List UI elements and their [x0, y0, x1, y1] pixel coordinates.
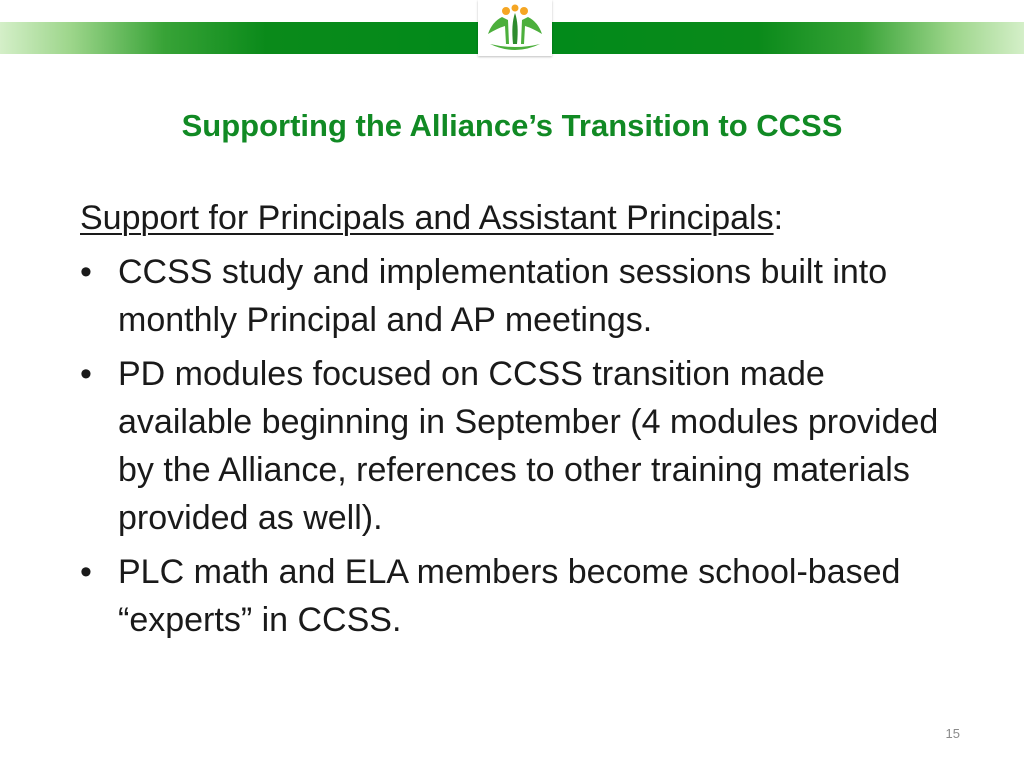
alliance-logo-icon — [478, 0, 552, 56]
bullet-text: CCSS study and implementation sessions built into monthly Principal and AP meetings. — [118, 253, 888, 339]
slide-body — [80, 194, 960, 650]
subheading-text: Support for Principals and Assistant Principals — [80, 199, 774, 237]
bullet-text: PD modules focused on CCSS transition made available beginning in September (4 modules provided by the Alliance, references to other training materials provided as well). — [118, 355, 939, 537]
subheading-colon: : — [773, 199, 784, 237]
list-item — [80, 248, 960, 344]
bullet-icon: • — [80, 253, 92, 291]
list-item — [80, 350, 960, 542]
subheading — [80, 194, 960, 242]
bullet-icon: • — [80, 553, 92, 591]
list-item — [80, 548, 960, 644]
bullet-text: PLC math and ELA members become school-based “experts” in CCSS. — [118, 553, 901, 639]
bullet-icon: • — [80, 355, 92, 393]
page-number: 15 — [945, 726, 960, 741]
bullet-list — [80, 248, 960, 644]
slide-title: Supporting the Alliance’s Transition to CCSS — [181, 108, 843, 143]
